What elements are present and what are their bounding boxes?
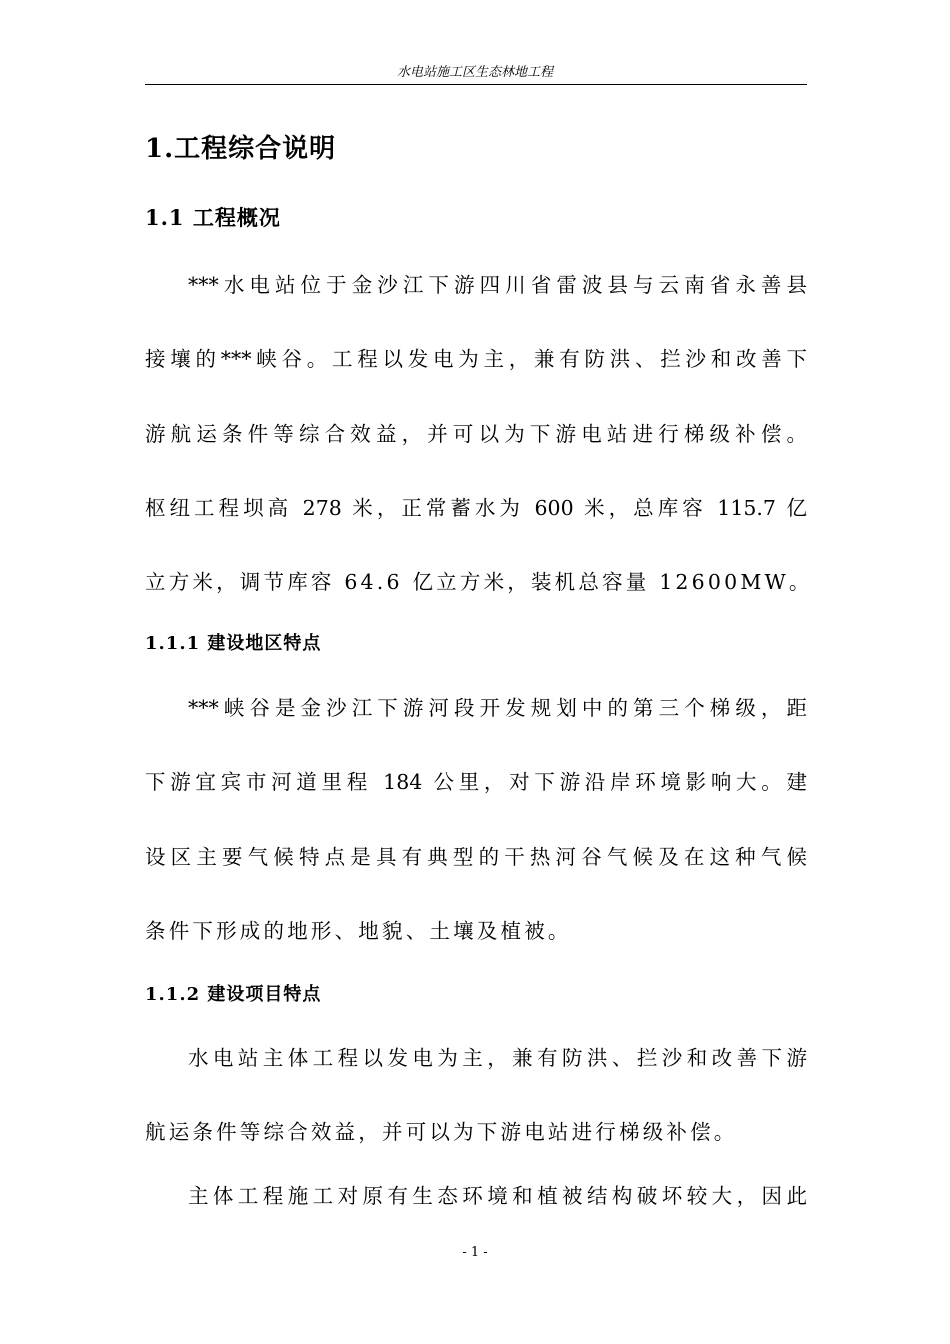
paragraph-line: 条件下形成的地形、地貌、土壤及植被。 — [145, 919, 572, 943]
header-rule — [145, 84, 807, 85]
paragraph-line: 枢纽工程坝高 278 米，正常蓄水为 600 米，总库容 115.7 亿 — [145, 496, 807, 520]
paragraph-line: 设区主要气候特点是具有典型的干热河谷气候及在这种气候 — [145, 845, 807, 869]
page-number: - 1 - — [462, 1245, 488, 1260]
running-header: 水电站施工区生态林地工程 — [396, 65, 553, 80]
paragraph-line: ***水电站位于金沙江下游四川省雷波县与云南省永善县 — [188, 273, 807, 297]
paragraph-line: 接壤的***峡谷。工程以发电为主，兼有防洪、拦沙和改善下 — [145, 347, 807, 371]
paragraph-line: 主体工程施工对原有生态环境和植被结构破坏较大，因此 — [188, 1184, 807, 1208]
chapter-heading: 1.工程综合说明 — [145, 134, 337, 164]
section-heading-1-1: 1.1 工程概况 — [145, 205, 281, 230]
paragraph-line: 游航运条件等综合效益，并可以为下游电站进行梯级补偿。 — [145, 422, 807, 446]
subsection-heading-1-1-2: 1.1.2 建设项目特点 — [145, 984, 322, 1005]
paragraph-line: ***峡谷是金沙江下游河段开发规划中的第三个梯级，距 — [188, 696, 807, 720]
paragraph-line: 航运条件等综合效益，并可以为下游电站进行梯级补偿。 — [145, 1120, 738, 1144]
paragraph-line: 下游宜宾市河道里程 184 公里，对下游沿岸环境影响大。建 — [145, 770, 807, 794]
subsection-heading-1-1-1: 1.1.1 建设地区特点 — [145, 633, 322, 654]
paragraph-line: 水电站主体工程以发电为主，兼有防洪、拦沙和改善下游 — [188, 1046, 807, 1070]
paragraph-line: 立方米，调节库容 64.6 亿立方米，装机总容量 12600MW。 — [145, 570, 813, 594]
